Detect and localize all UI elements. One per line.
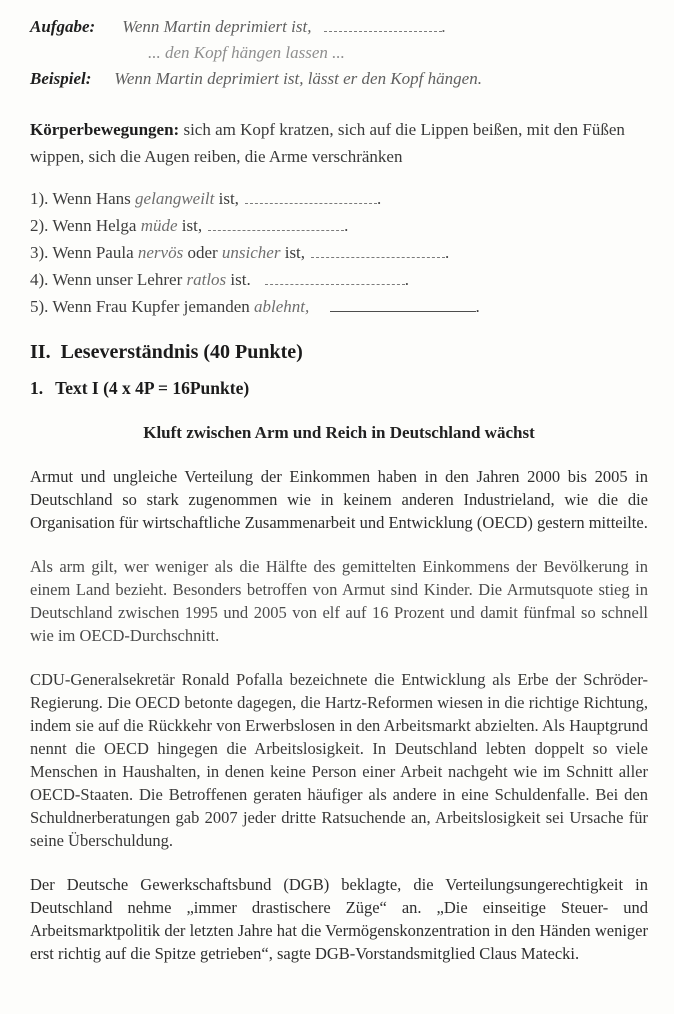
article-paragraph: Armut und ungleiche Verteilung der Einkommen haben in den Jahren 2000 bis 2005 in Deutschland so stark zugenommen wie in keinem anderen Industrieland, wie die die Organisation für wirtschaftliche Zusammenarbeit und Entwicklung (OECD) gestern mitteilte. bbox=[30, 467, 648, 532]
item-post: ist, bbox=[181, 216, 203, 235]
item-pre: Wenn Paula bbox=[52, 243, 134, 262]
section-subheading-number: 1. bbox=[30, 378, 44, 398]
beispiel-text: Wenn Martin deprimiert ist, lässt er den Kopf hängen. bbox=[114, 69, 482, 88]
item-post: ist. bbox=[230, 270, 251, 289]
item-keyword: ablehnt, bbox=[254, 297, 310, 316]
answer-blank bbox=[330, 297, 476, 312]
item-number: 2). bbox=[30, 216, 49, 235]
word-bank-label: Körperbewegungen: bbox=[30, 120, 180, 139]
item-period: . bbox=[376, 189, 382, 208]
aufgabe-label: Aufgabe: bbox=[30, 17, 96, 36]
aufgabe-row bbox=[30, 14, 648, 40]
answer-blank bbox=[311, 243, 445, 258]
section-subheading-text: Text I (4 x 4P = 16Punkte) bbox=[55, 378, 250, 398]
item-keyword: gelangweilt bbox=[135, 189, 215, 208]
item-post: ist, bbox=[284, 243, 306, 262]
list-item bbox=[30, 239, 648, 266]
item-number: 3). bbox=[30, 243, 49, 262]
item-period: . bbox=[475, 297, 480, 316]
answer-blank bbox=[265, 270, 405, 285]
item-mid: oder bbox=[187, 243, 218, 262]
beispiel-label: Beispiel: bbox=[30, 69, 92, 88]
item-number: 5). bbox=[30, 297, 49, 316]
item-period: . bbox=[404, 270, 409, 289]
section-heading-text: Leseverständnis (40 Punkte) bbox=[60, 341, 303, 363]
item-pre: Wenn Helga bbox=[52, 216, 137, 235]
item-number: 1). bbox=[30, 189, 49, 208]
section-subheading bbox=[30, 376, 648, 400]
section-heading bbox=[30, 339, 648, 365]
item-period: . bbox=[445, 243, 450, 262]
answer-blank bbox=[245, 189, 377, 204]
list-item bbox=[30, 212, 648, 239]
item-pre: Wenn Hans bbox=[52, 189, 131, 208]
fill-in-list bbox=[30, 185, 648, 320]
item-keyword: ratlos bbox=[186, 270, 227, 289]
item-pre: Wenn unser Lehrer bbox=[52, 270, 183, 289]
item-keyword: nervös bbox=[137, 243, 184, 262]
list-item bbox=[30, 266, 648, 293]
item-pre: Wenn Frau Kupfer jemanden bbox=[52, 297, 250, 316]
article-paragraph: Als arm gilt, wer weniger als die Hälfte des gemittelten Einkommens der Bevölkerung in einem Land bezieht. Besonders betroffen von Armut sind Kinder. Die Armutsquote stieg in Deutschland zwischen 1995 und 2005 von elf auf 16 Prozent und damit fünfmal so schnell wie im OECD-Durchschnitt. bbox=[30, 557, 648, 645]
item-keyword: müde bbox=[140, 216, 178, 235]
hint-text: ... den Kopf hängen lassen ... bbox=[148, 43, 345, 62]
article-paragraph: CDU-Generalsekretär Ronald Pofalla bezeichnete die Entwicklung als Erbe der Schröder-Regierung. Die OECD betonte dagegen, die Hartz-Reformen wiesen in die richtige Richtung, indem sie auf die Rückkehr von Erwerbslosen in den Arbeitsmarkt abzielten. Als Hauptgrund nennt die OECD hingegen die Arbeitslosigkeit. In Deutschland lebten doppelt so viele Menschen in Haushalten, in denen keine Person einer Arbeit nachgeht wie im Schnitt aller OECD-Staaten. Die Betroffenen geraten häufiger als andere in eine Schuldenfalle. Bei den Schuldnerberatungen gab 2007 jeder dritte Ratsuchende an, Arbeitslosigkeit sei Ursache für seine Überschuldung. bbox=[30, 670, 648, 850]
article-body bbox=[30, 465, 648, 965]
item-number: 4). bbox=[30, 270, 49, 289]
answer-blank bbox=[324, 17, 442, 32]
item-post: ist, bbox=[218, 189, 239, 208]
aufgabe-period: . bbox=[441, 17, 446, 36]
item-period: . bbox=[344, 216, 349, 235]
article-paragraph: Der Deutsche Gewerkschaftsbund (DGB) beklagte, die Verteilungsungerechtigkeit in Deutschland nehme „immer drastischere Züge“ an. „Die einseitige Steuer- und Arbeitsmarktpolitik der letzten Jahre hat die Vermögenskonzentration in den Händen weniger erst richtig auf die Spitze getrieben“, sagte DGB-Vorstandsmitglied Claus Matecki. bbox=[30, 875, 648, 963]
aufgabe-clause: Wenn Martin deprimiert ist, bbox=[122, 17, 312, 36]
beispiel-row bbox=[30, 66, 648, 92]
answer-blank bbox=[208, 216, 344, 231]
article-title: Kluft zwischen Arm und Reich in Deutschland wächst bbox=[143, 423, 535, 442]
hint-row bbox=[30, 40, 648, 66]
list-item bbox=[30, 185, 648, 212]
section-heading-number: II. bbox=[30, 341, 51, 363]
word-bank bbox=[30, 116, 648, 170]
word-bank-text: sich am Kopf kratzen, sich auf die Lippen beißen, mit den Füßen wippen, sich die Augen reiben, die Arme verschränken bbox=[30, 120, 625, 166]
item-keyword2: unsicher bbox=[221, 243, 281, 262]
list-item bbox=[30, 293, 648, 320]
